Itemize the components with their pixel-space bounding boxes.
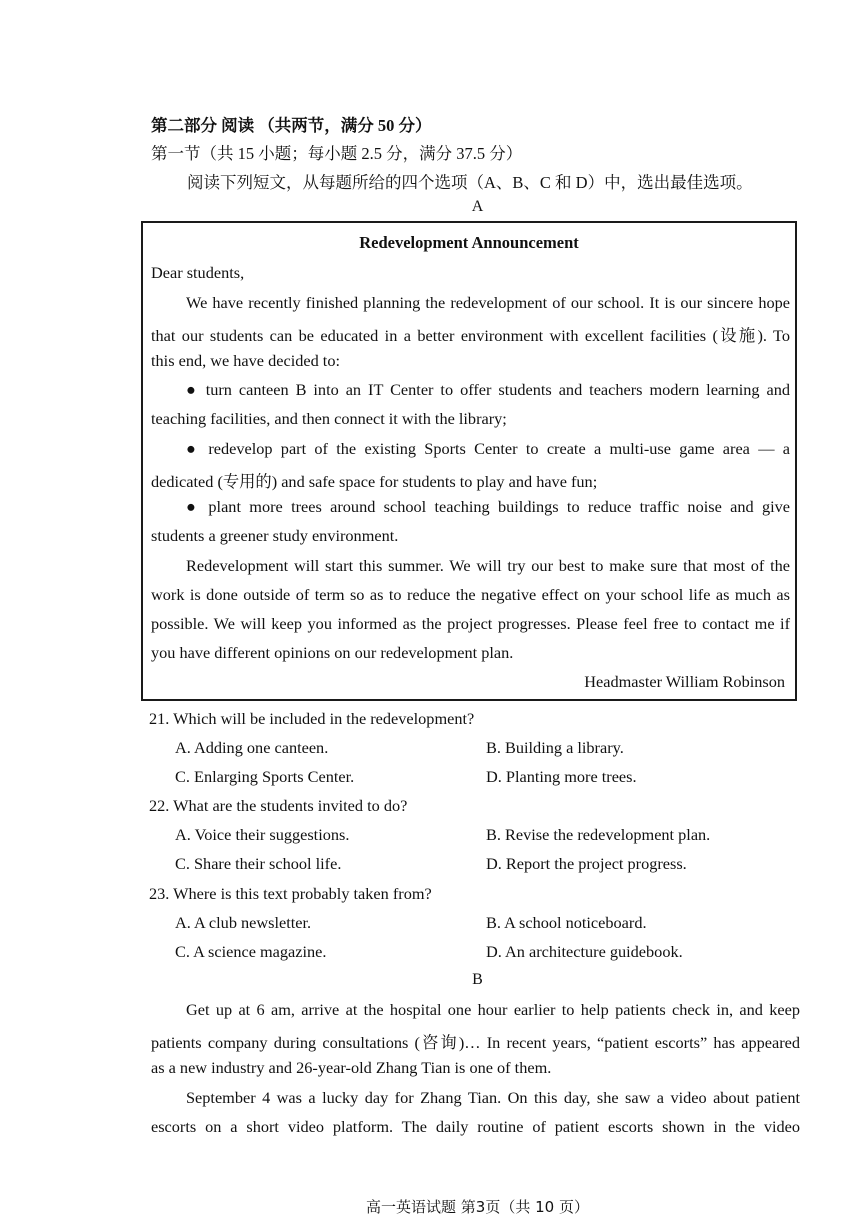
announcement-line: you have different opinions on our redevelopment plan. [151,643,514,662]
announcement-line: work is done outside of term so as to reduce the negative effect on your school life as much as [151,585,790,604]
section-heading: 第一节（共 15 小题；每小题 2.5 分，满分 37.5 分） [151,144,523,163]
bullet-item: ● redevelop part of the existing Sports Center to create a multi-use game area — a [186,439,790,458]
announcement-line: Redevelopment will start this summer. We will try our best to make sure that most of the [186,556,790,575]
bullet-item: ● turn canteen B into an IT Center to offer students and teachers modern learning and [186,380,790,399]
option-22-b: B. Revise the redevelopment plan. [486,825,711,844]
passage-b-line: Get up at 6 am, arrive at the hospital one hour earlier to help patients check in, and keep [186,1000,800,1019]
option-21-c: C. Enlarging Sports Center. [175,767,355,786]
question-22: 22. What are the students invited to do? [149,796,408,815]
announcement-line: We have recently finished planning the redevelopment of our school. It is our sincere hope [186,293,790,312]
announcement-line: students a greener study environment. [151,526,399,545]
option-23-b: B. A school noticeboard. [486,913,647,932]
announcement-title: Redevelopment Announcement [359,233,579,252]
announcement-line: dedicated (专用的) and safe space for students to play and have fun; [151,472,598,491]
option-22-d: D. Report the project progress. [486,854,687,873]
question-21: 21. Which will be included in the redevelopment? [149,709,475,728]
page-footer: 高一英语试题 第3页（共 10 页） [366,1198,589,1216]
passage-a-label: A [471,198,484,215]
announcement-line: teaching facilities, and then connect it with the library; [151,409,507,428]
announcement-line: that our students can be educated in a better environment with excellent facilities (设施). To [151,326,790,345]
announcement-box [141,221,797,701]
passage-b-line: patients company during consultations (咨询)… In recent years, “patient escorts” has appeared [151,1033,800,1052]
option-22-c: C. Share their school life. [175,854,342,873]
passage-b-line: escorts on a short video platform. The daily routine of patient escorts shown in the video [151,1117,800,1136]
passage-b-label: B [472,971,483,988]
bullet-item: ● plant more trees around school teaching buildings to reduce traffic noise and give [186,497,790,516]
option-22-a: A. Voice their suggestions. [175,825,350,844]
option-23-c: C. A science magazine. [175,942,327,961]
announcement-line: possible. We will keep you informed as the project progresses. Please feel free to contact me if [151,614,790,633]
option-21-d: D. Planting more trees. [486,767,637,786]
signature: Headmaster William Robinson [584,672,785,691]
instruction-text: 阅读下列短文，从每题所给的四个选项（A、B、C 和 D）中，选出最佳选项。 [187,173,753,192]
part-heading: 第二部分 阅读 （共两节，满分 50 分） [151,116,432,135]
option-23-a: A. A club newsletter. [175,913,312,932]
option-21-b: B. Building a library. [486,738,624,757]
announcement-line: this end, we have decided to: [151,351,340,370]
option-23-d: D. An architecture guidebook. [486,942,683,961]
greeting: Dear students, [151,263,245,282]
question-23: 23. Where is this text probably taken from? [149,884,432,903]
passage-b-line: as a new industry and 26-year-old Zhang Tian is one of them. [151,1058,552,1077]
option-21-a: A. Adding one canteen. [175,738,329,757]
passage-b-line: September 4 was a lucky day for Zhang Tian. On this day, she saw a video about patient [186,1088,800,1107]
